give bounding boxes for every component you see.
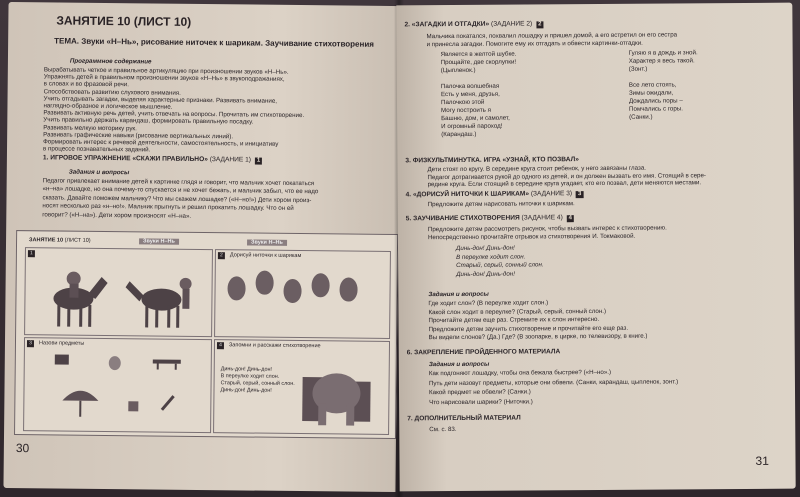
balloon [283, 279, 301, 303]
poem-line: Старый, серый, сонный слон. [456, 261, 544, 269]
question-line: Вы видели слонов? (Да.) Где? (В зоопарке, в цирке, по телевизору, в книге.) [428, 333, 648, 342]
riddle-line: Башню, дом, и самолет, [441, 114, 510, 123]
worksheet-poem-line: Старый, серый, сонный слон. [220, 380, 295, 387]
section7-text: См. с. 83. [429, 425, 457, 434]
program-line: Способствовать развитию слухового внимания. [43, 87, 181, 97]
program-heading: Программное содержание [69, 57, 152, 66]
cell2-caption: Дорисуй ниточки к шарикам [229, 252, 302, 260]
riddle-line: Зимы ожидали, [628, 89, 674, 97]
worksheet-poem-line: Динь-дон! Динь-дон! [220, 366, 272, 373]
riddle-line: (Санки.) [629, 113, 653, 121]
section5-title [406, 214, 574, 223]
riddle-line: И огромный пароход! [441, 122, 503, 131]
cell-objects [23, 337, 212, 433]
section6-heading: Задания и вопросы [428, 360, 490, 369]
section6-title: 6. ЗАКРЕПЛЕНИЕ ПРОЙДЕННОГО МАТЕРИАЛА [406, 348, 561, 357]
lesson-title: ЗАНЯТИЕ 10 (ЛИСТ 10) [56, 13, 192, 29]
cell4-caption: Запомни и расскажи стихотворение [228, 342, 321, 350]
section5-line: Непосредственно прочитайте отрывок из стихотворения И. Токмаковой. [427, 232, 636, 242]
section6-line: Какой предмет не обвели? (Санки.) [428, 388, 531, 397]
question-line: Где ходит слон? (В переулке ходит слон.) [428, 299, 549, 308]
section1-line: Педагог привлекает внимание детей к картинке глядя и говорит, что мальчик хочет покататься [42, 177, 315, 188]
section1-line: говорит? («Н–на»). Дети хором произносят «Н–на». [42, 210, 192, 220]
program-line: Развивать графические навыки (рисование вертикальных линий). [43, 131, 234, 141]
riddle-line: Есть у меня, друзья, [440, 90, 500, 99]
section4-title-text: 4. «ДОРИСУЙ НИТОЧКИ К ШАРИКАМ» [405, 190, 530, 199]
task-number-badge: 4 [567, 215, 574, 222]
riddle-line: Характер я весь такой. [628, 57, 695, 65]
program-line: Вырабатывать четкое и правильное артикуляцию при произношении звуков «Н–Нь». [43, 66, 289, 76]
section1-line: «н–на» лошадке, но она почему-то спускается и не хочет бежать, и мальчик забыл, что ее надо [42, 185, 319, 196]
task1-badge: 1 [28, 250, 35, 257]
balloon [256, 271, 274, 295]
umbrella-icon [62, 391, 98, 401]
objects-illustration [24, 338, 211, 432]
section1-line: сказать. Давайте поможем мальчику? Что мы скажем лошадке? («Н–но!») Дети хором произ- [42, 194, 312, 204]
pencil-icon [161, 395, 175, 411]
riddle-line: Помчались с горы. [629, 105, 683, 113]
worksheet-sheet: (ЛИСТ 10) [64, 237, 91, 244]
cell-balloons [214, 249, 391, 339]
sound-tag: Звуки Н–Нь [139, 238, 179, 244]
section5-questions-heading: Задания и вопросы [428, 290, 489, 299]
section2-title [404, 20, 543, 29]
question-line: Какой слон ходит в переулке? (Старый, серый, сонный слон.) [428, 307, 607, 316]
task4-badge: 4 [217, 342, 224, 349]
riddle-line: Все лето стоять, [628, 81, 677, 89]
section2-intro-line: Мальчика покатался, похвалил лошадку и пришел домой, а его встретил он его сестра [426, 31, 678, 41]
worksheet-poem-line: В переулке ходит слон. [220, 373, 280, 380]
sound-tag-right: Звуки Н–Нь [247, 239, 287, 245]
program-line: Формировать интерес к речевой деятельности, самостоятельность, и инициативу [43, 138, 279, 148]
riddle-line: Гуляю я в дождь и зной. [628, 49, 698, 57]
section7-title: 7. ДОПОЛНИТЕЛЬНЫЙ МАТЕРИАЛ [407, 414, 521, 423]
riddle-line: Является в желтой шубке. [440, 50, 517, 59]
task-number-badge: 3 [576, 191, 583, 198]
riddle-line: (Цыпленок.) [440, 66, 476, 75]
cell3-caption: Назови предметы [38, 340, 85, 347]
section1-title-text: 1. ИГРОВОЕ УПРАЖНЕНИЕ «СКАЖИ ПРАВИЛЬНО» [42, 154, 208, 164]
page-number-left: 30 [15, 441, 30, 456]
cube-icon [128, 401, 138, 411]
riddle-line: Прощайте, две скорлупки! [440, 58, 517, 67]
section5-task: (ЗАДАНИЕ 4) [521, 214, 563, 222]
program-line: Развивать мелкую моторику рук. [43, 123, 137, 132]
section1-line: носят несколько раз «н–но!». Мальчик прыгнуть и решил прокатить лошадку. Что он ей [42, 202, 294, 213]
book-icon [55, 354, 69, 364]
section3-line: редине круга. Если стоящий в середине круга угадает, кто его позвал, дети меняются местами. [427, 179, 702, 189]
poem-line: В переулке ходит слон. [456, 252, 526, 261]
poem-line: Динь-дон! Динь-дон! [456, 270, 515, 278]
program-line: Учить правильно держать карандаш, формировать правильную посадку. [43, 116, 254, 126]
task3-badge: 3 [27, 340, 34, 347]
question-line: Прочитайте детям еще раз. Стремите их к слон интересно. [428, 316, 600, 325]
riddle-line: Дождались поры – [628, 97, 683, 105]
balloon [227, 276, 245, 300]
balloon [311, 273, 329, 297]
program-line: наглядно-образное и логическое мышление. [43, 102, 173, 111]
section4-text: Предложите детям нарисовать ниточки к шарикам. [427, 200, 575, 209]
elephant-illustration [214, 340, 389, 434]
poem-line: Динь-дон! Динь-дон! [455, 244, 515, 252]
sled-icon [153, 359, 181, 363]
lesson-topic: ТЕМА. Звуки «Н–Нь», рисование ниточек к шарикам. Заучивание стихотворения [54, 36, 374, 49]
horse-illustration [25, 248, 212, 336]
riddle-line: Палочка волшебная [440, 82, 500, 91]
section2-title-text: 2. «ЗАГАДКИ И ОТГАДКИ» [404, 20, 490, 29]
section6-line: Путь дети назовут предметы, которые они обвели. (Санки, карандаш, цыпленок, зонт.) [428, 378, 679, 387]
section6-line: Как подгоняют лошадку, чтобы она бежала быстрее? («Н–но».) [428, 368, 612, 378]
worksheet-title [29, 237, 91, 244]
program-line: Упражнять детей в правильном произношении звуков «Н–Нь» в звукоподражаниях, [43, 73, 285, 84]
section5-line: Предложите детям рассмотреть рисунок, чтобы вызвать интерес к стихотворению. [427, 224, 667, 234]
section1-task: (ЗАДАНИЕ 1) [209, 156, 252, 164]
program-line: в словах и во фразовой речи. [43, 80, 130, 89]
section6-line: Что нарисовали шарики? (Ниточки.) [429, 398, 533, 406]
left-page [3, 2, 400, 492]
section3-title: 3. ФИЗКУЛЬТМИНУТКА. ИГРА «УЗНАЙ, КТО ПОЗВАЛ» [405, 156, 579, 165]
task-number-badge: 2 [536, 21, 543, 28]
program-line: Учить отгадывать загадки, выделяя характерные признаки. Развивать внимание, [43, 95, 278, 105]
question-line: Предложите детям заучить стихотворение и прочитайте его еще раз. [428, 324, 629, 333]
balloon [339, 277, 357, 301]
section4-task: (ЗАДАНИЕ 3) [530, 190, 573, 198]
section3-line: Дети стоят по кругу. В середине круга стоит ребенок, у него завязаны глаза. [427, 164, 646, 174]
task-number-badge: 1 [255, 158, 262, 165]
section2-intro-line: и принесла загадки. Помогите ему их отгадать и обвести картинки-отгадки. [426, 39, 643, 49]
worksheet-poem-line: Динь-дон! Динь-дон! [220, 387, 272, 394]
riddle-line: Палочкою этой [440, 98, 485, 107]
program-line: в процессе познавательных заданий. [42, 145, 151, 154]
section5-title-text: 5. ЗАУЧИВАНИЕ СТИХОТВОРЕНИЯ [405, 214, 520, 223]
cell-poem [213, 339, 390, 435]
riddle-line: (Карандаш.) [441, 130, 477, 139]
right-page [396, 3, 795, 492]
task2-badge: 2 [218, 252, 225, 259]
questions-heading: Задания и вопросы [68, 168, 130, 177]
section1-title [43, 154, 262, 164]
program-line: Развивать активную речь детей, учить отвечать на вопросы. Прочитать им стихотворение. [43, 109, 305, 120]
chick-icon [109, 356, 121, 370]
worksheet-title-text: ЗАНЯТИЕ 10 [29, 237, 64, 244]
cell-horse [24, 247, 213, 337]
section4-title [406, 190, 584, 199]
riddle-line: Могу построить я [441, 106, 491, 115]
riddle-line: (Зонт.) [628, 65, 648, 73]
page-number-right: 31 [755, 453, 769, 468]
section2-task: (ЗАДАНИЕ 2) [490, 20, 533, 28]
section3-line: Педагог дотрагивается рукой до одного из детей, и он должен вызвать его имя. Стоящий в сере- [427, 171, 706, 181]
worksheet-illustration [14, 230, 398, 439]
